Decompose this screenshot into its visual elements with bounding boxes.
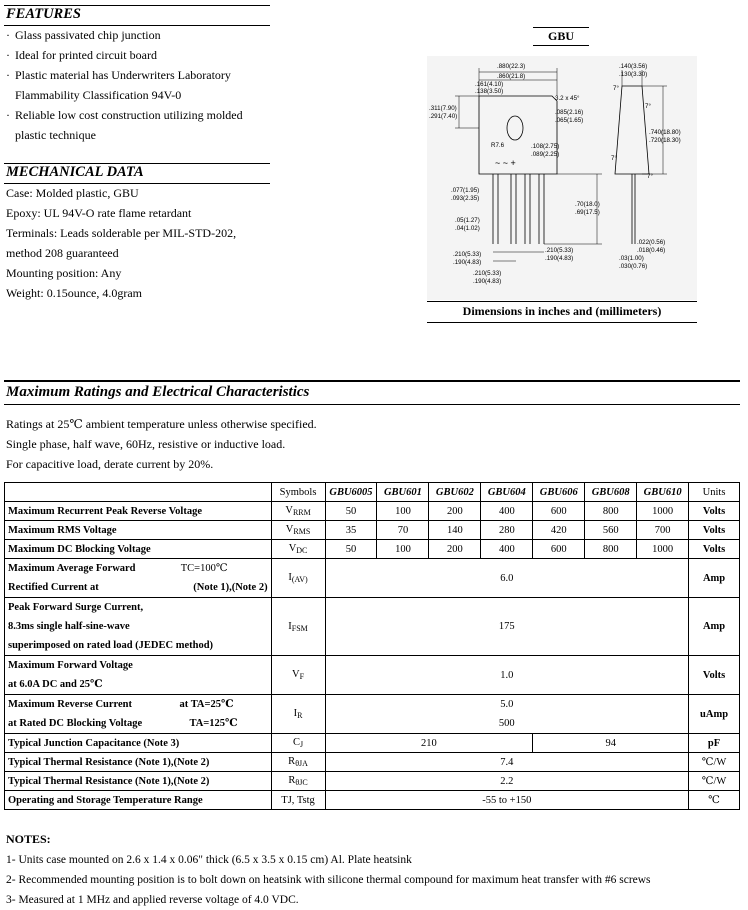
value-cell: 1000 bbox=[637, 540, 689, 559]
features-list bbox=[6, 25, 243, 145]
dim-label: .740(18.80) bbox=[649, 129, 681, 136]
param-cell: Operating and Storage Temperature Range bbox=[5, 791, 272, 810]
value-cell: 800 bbox=[585, 502, 637, 521]
value-cell: 140 bbox=[429, 521, 481, 540]
dim-label: .130(3.30) bbox=[619, 71, 648, 78]
list-item: Flammability Classification 94V-0 bbox=[15, 88, 182, 102]
unit-cell: Volts bbox=[689, 656, 740, 695]
table-row bbox=[5, 695, 740, 734]
table-row bbox=[5, 772, 740, 791]
dim-label: .190(4.83) bbox=[473, 278, 502, 285]
dim-label: .03(1.00) bbox=[619, 255, 644, 262]
unit-cell: Amp bbox=[689, 559, 740, 598]
table-row bbox=[5, 753, 740, 772]
param-cell: Maximum Recurrent Peak Reverse Voltage bbox=[5, 502, 272, 521]
dim-label: .140(3.56) bbox=[619, 63, 648, 70]
table-row bbox=[5, 483, 740, 502]
dim-label: .04(1.02) bbox=[455, 225, 480, 232]
value-cell: 1000 bbox=[637, 502, 689, 521]
symbol-cell: TJ, Tstg bbox=[271, 791, 325, 810]
dim-label: .108(2.75) bbox=[531, 143, 560, 150]
symbol-cell: $C_J$ bbox=[271, 734, 325, 753]
dim-label: .210(5.33) bbox=[473, 270, 502, 277]
param-cell: Maximum Forward Voltage at 6.0A DC and 25℃ bbox=[5, 656, 272, 695]
header-device: GBU610 bbox=[637, 483, 689, 502]
symbol-cell: $I_R$ bbox=[271, 695, 325, 734]
value-cell: 280 bbox=[481, 521, 533, 540]
dim-label: .291(7.40) bbox=[429, 113, 458, 120]
dim-label: 7° bbox=[611, 155, 617, 162]
table-row bbox=[5, 559, 740, 598]
ratings-title: Maximum Ratings and Electrical Characteristics bbox=[6, 384, 310, 400]
value-cell: 200 bbox=[429, 502, 481, 521]
value-cell: 94 bbox=[533, 734, 689, 753]
symbol-cell: $R_{\theta JC}$ bbox=[271, 772, 325, 791]
symbol-cell: $V_{RMS}$ bbox=[271, 521, 325, 540]
dim-label: .093(2.35) bbox=[451, 195, 480, 202]
list-item: method 208 guaranteed bbox=[6, 246, 119, 260]
diagram-caption: Dimensions in inches and (millimeters) bbox=[462, 304, 662, 318]
symbol-cell: $I_{FSM}$ bbox=[271, 598, 325, 656]
param-cell: Maximum RMS Voltage bbox=[5, 521, 272, 540]
table-row bbox=[5, 734, 740, 753]
package-label: GBU bbox=[533, 27, 589, 46]
header-device: GBU602 bbox=[429, 483, 481, 502]
value-cell: 600 bbox=[533, 540, 585, 559]
dim-label: 7° bbox=[645, 103, 651, 110]
header-units: Units bbox=[689, 483, 740, 502]
list-item: · Glass passivated chip junction bbox=[6, 28, 161, 42]
symbol-cell: $V_F$ bbox=[271, 656, 325, 695]
value-cell: 800 bbox=[585, 540, 637, 559]
list-item: plastic technique bbox=[15, 128, 96, 142]
value-cell: 1.0 bbox=[325, 656, 689, 695]
value-cell: -55 to +150 bbox=[325, 791, 689, 810]
ratings-intro bbox=[6, 414, 317, 474]
value-cell: 100 bbox=[377, 540, 429, 559]
dim-label: 7° bbox=[647, 173, 653, 180]
table-row bbox=[5, 656, 740, 695]
note-item: 1- Units case mounted on 2.6 x 1.4 x 0.06" thick (6.5 x 3.5 x 0.15 cm) Al. Plate heatsink bbox=[6, 854, 412, 866]
table-row bbox=[5, 791, 740, 810]
list-item: Terminals: Leads solderable per MIL-STD-202, bbox=[6, 226, 237, 240]
dim-label: R7.6 bbox=[491, 142, 505, 149]
notes-list bbox=[6, 850, 651, 910]
dim-label: .065(1.65) bbox=[555, 117, 584, 124]
list-item: Mounting position: Any bbox=[6, 266, 122, 280]
mechanical-title: MECHANICAL DATA bbox=[6, 164, 144, 180]
header-device: GBU6005 bbox=[325, 483, 377, 502]
dim-label: .089(2.25) bbox=[531, 151, 560, 158]
table-row bbox=[5, 540, 740, 559]
dim-label: .190(4.83) bbox=[545, 255, 574, 262]
dim-label: .030(0.76) bbox=[619, 263, 648, 270]
notes-title: NOTES: bbox=[6, 832, 51, 846]
dim-label: .311(7.90) bbox=[429, 105, 457, 112]
dim-label: .161(4.10) bbox=[475, 81, 504, 88]
value-cell: 600 bbox=[533, 502, 585, 521]
param-cell: Maximum Average Forward TC=100℃ Rectified Current at (Note 1),(Note 2) bbox=[5, 559, 272, 598]
list-item: · Plastic material has Underwriters Laboratory bbox=[6, 68, 231, 82]
dim-label: .022(0.56) bbox=[637, 239, 666, 246]
header-device: GBU604 bbox=[481, 483, 533, 502]
header-blank bbox=[5, 483, 272, 502]
value-cell: 560 bbox=[585, 521, 637, 540]
unit-cell: Volts bbox=[689, 521, 740, 540]
dim-label: .138(3.50) bbox=[475, 88, 504, 95]
dim-label: .085(2.16) bbox=[555, 109, 584, 116]
symbol-cell: $R_{\theta JA}$ bbox=[271, 753, 325, 772]
value-cell: 400 bbox=[481, 540, 533, 559]
dim-label: .860(21.8) bbox=[497, 73, 526, 80]
unit-cell: uAmp bbox=[689, 695, 740, 734]
dim-label: .210(5.33) bbox=[453, 251, 482, 258]
param-cell: Typical Junction Capacitance (Note 3) bbox=[5, 734, 272, 753]
dim-label: .720(18.30) bbox=[649, 137, 681, 144]
value-cell: 5.0 500 bbox=[325, 695, 689, 734]
value-cell: 2.2 bbox=[325, 772, 689, 791]
value-cell: 175 bbox=[325, 598, 689, 656]
unit-cell: Volts bbox=[689, 502, 740, 521]
dim-label: .880(22.3) bbox=[497, 63, 526, 70]
dim-label: .077(1.95) bbox=[451, 187, 480, 194]
value-cell: 50 bbox=[325, 540, 377, 559]
unit-cell: pF bbox=[689, 734, 740, 753]
note-item: 2- Recommended mounting position is to bolt down on heatsink with silicone thermal compound for maximum heat transfer with #6 screws bbox=[6, 874, 651, 886]
dim-label: 3.2 x 45° bbox=[555, 95, 580, 102]
value-cell: 7.4 bbox=[325, 753, 689, 772]
value-cell: 420 bbox=[533, 521, 585, 540]
param-cell: Maximum Reverse Current at TA=25℃ at Rated DC Blocking Voltage TA=125℃ bbox=[5, 695, 272, 734]
table-row bbox=[5, 598, 740, 656]
dim-label: 7° bbox=[613, 85, 619, 92]
intro-line: For capacitive load, derate current by 20%. bbox=[6, 457, 214, 471]
symbol-cell: $I_{(AV)}$ bbox=[271, 559, 325, 598]
symbol-cell: $V_{RRM}$ bbox=[271, 502, 325, 521]
value-cell: 6.0 bbox=[325, 559, 689, 598]
value-cell: 35 bbox=[325, 521, 377, 540]
dim-label: .69(17.5) bbox=[575, 209, 600, 216]
note-item: 3- Measured at 1 MHz and applied reverse voltage of 4.0 VDC. bbox=[6, 894, 299, 906]
table-row bbox=[5, 521, 740, 540]
param-cell: Typical Thermal Resistance (Note 1),(Note 2) bbox=[5, 772, 272, 791]
unit-cell: Amp bbox=[689, 598, 740, 656]
header-device: GBU608 bbox=[585, 483, 637, 502]
value-cell: 700 bbox=[637, 521, 689, 540]
dim-label: .70(18.0) bbox=[575, 201, 600, 208]
unit-cell: ℃/W bbox=[689, 753, 740, 772]
list-item: Epoxy: UL 94V-O rate flame retardant bbox=[6, 206, 192, 220]
unit-cell: ℃/W bbox=[689, 772, 740, 791]
value-cell: 50 bbox=[325, 502, 377, 521]
intro-line: Ratings at 25℃ ambient temperature unless otherwise specified. bbox=[6, 417, 317, 431]
param-cell: Peak Forward Surge Current, 8.3ms single half-sine-wave superimposed on rated load (JEDEC method) bbox=[5, 598, 272, 656]
intro-line: Single phase, half wave, 60Hz, resistive or inductive load. bbox=[6, 437, 286, 451]
header-device: GBU601 bbox=[377, 483, 429, 502]
unit-cell: Volts bbox=[689, 540, 740, 559]
list-item: · Reliable low cost construction utilizing molded bbox=[6, 108, 243, 122]
value-cell: 400 bbox=[481, 502, 533, 521]
package-dimension-drawing bbox=[427, 56, 697, 300]
list-item: · Ideal for printed circuit board bbox=[6, 48, 157, 62]
dim-label: .190(4.83) bbox=[453, 259, 482, 266]
dim-label: .210(5.33) bbox=[545, 247, 574, 254]
symbol-cell: $V_{DC}$ bbox=[271, 540, 325, 559]
dim-label: .05(1.27) bbox=[455, 217, 480, 224]
value-cell: 100 bbox=[377, 502, 429, 521]
header-symbols: Symbols bbox=[271, 483, 325, 502]
param-cell: Typical Thermal Resistance (Note 1),(Note 2) bbox=[5, 753, 272, 772]
mechanical-data bbox=[6, 183, 236, 303]
value-cell: 70 bbox=[377, 521, 429, 540]
list-item: Case: Molded plastic, GBU bbox=[6, 186, 139, 200]
value-cell: 200 bbox=[429, 540, 481, 559]
value-cell: 210 bbox=[325, 734, 533, 753]
ratings-table bbox=[4, 482, 740, 810]
table-row bbox=[5, 502, 740, 521]
header-device: GBU606 bbox=[533, 483, 585, 502]
unit-cell: ℃ bbox=[689, 791, 740, 810]
features-title: FEATURES bbox=[6, 6, 81, 22]
polarity-marks: ~ ~ + bbox=[495, 158, 516, 168]
list-item: Weight: 0.15ounce, 4.0gram bbox=[6, 286, 143, 300]
param-cell: Maximum DC Blocking Voltage bbox=[5, 540, 272, 559]
dim-label: .018(0.46) bbox=[637, 247, 666, 254]
